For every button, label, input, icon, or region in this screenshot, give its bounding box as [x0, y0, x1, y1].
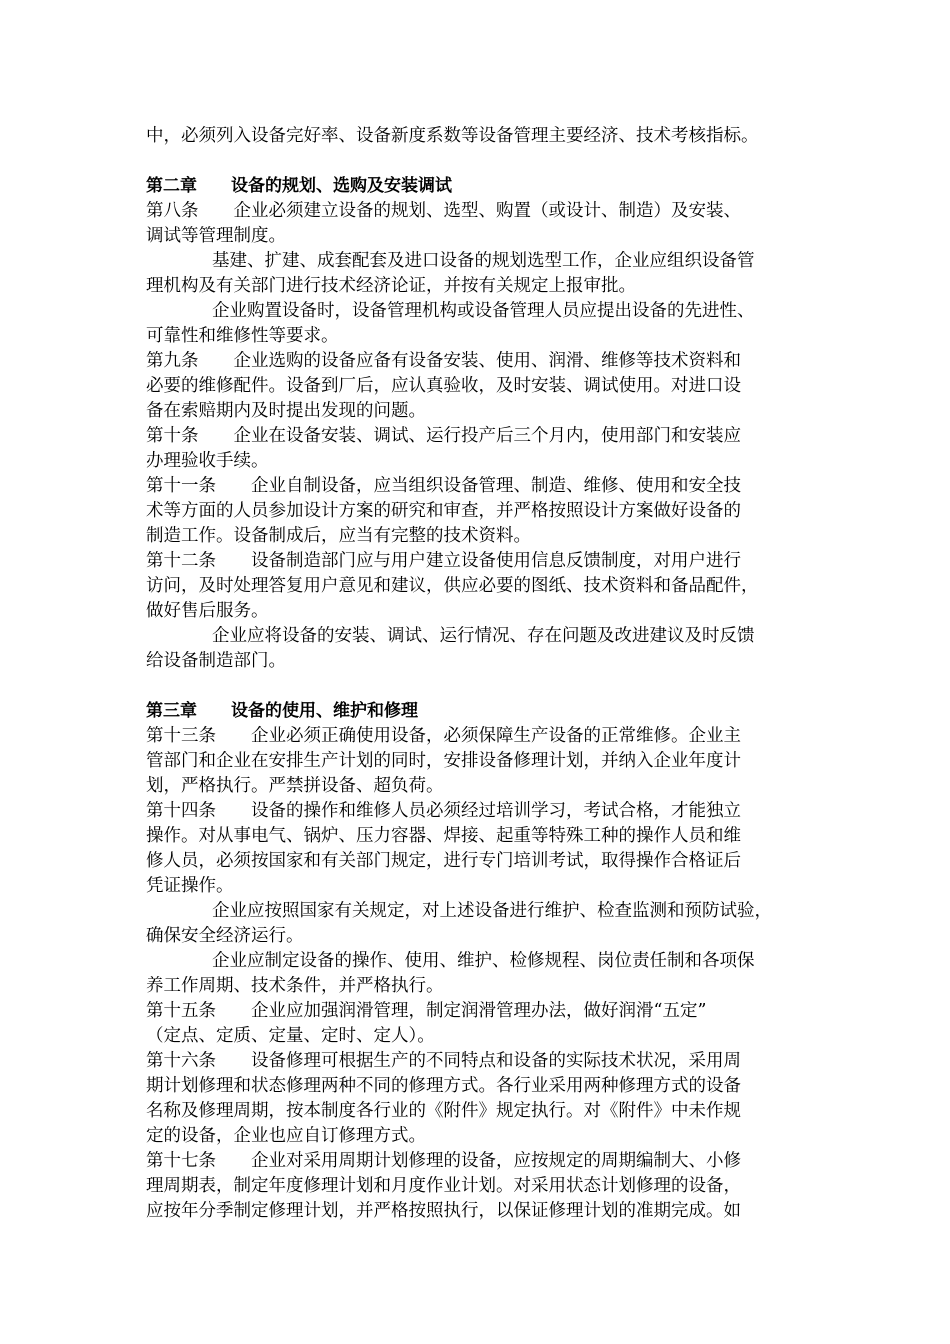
text-line: 理机构及有关部门进行技术经济论证，并按有关规定上报审批。	[146, 276, 636, 296]
article-line: 第八条 企业必须建立设备的规划、选型、购置（或设计、制造）及安装、	[146, 201, 741, 221]
article-line: 第十一条 企业自制设备，应当组织设备管理、制造、维修、使用和安全技	[146, 476, 741, 496]
text-line: 操作。对从事电气、锅炉、压力容器、焊接、起重等特殊工种的操作人员和维	[146, 826, 741, 846]
article-line: 第十三条 企业必须正确使用设备，必须保障生产设备的正常维修。企业主	[146, 726, 741, 746]
paragraph-line: 企业购置设备时，设备管理机构或设备管理人员应提出设备的先进性、	[212, 301, 755, 321]
text-line: 理周期表，制定年度修理计划和月度作业计划。对采用状态计划修理的设备，	[146, 1176, 741, 1196]
text-line: 名称及修理周期，按本制度各行业的《附件》规定执行。对《附件》中未作规	[146, 1101, 741, 1121]
text-line: 必要的维修配件。设备到厂后，应认真验收，及时安装、调试使用。对进口设	[146, 376, 741, 396]
text-line: 修人员，必须按国家和有关部门规定，进行专门培训考试，取得操作合格证后	[146, 851, 741, 871]
blank-line	[146, 674, 826, 699]
article-line: 第十四条 设备的操作和维修人员必须经过培训学习，考试合格，才能独立	[146, 801, 741, 821]
chapter-heading: 第二章 设备的规划、选购及安装调试	[146, 176, 452, 196]
text-line: 术等方面的人员参加设计方案的研究和审查，并严格按照设计方案做好设备的	[146, 501, 741, 521]
paragraph-line: 基建、扩建、成套配套及进口设备的规划选型工作，企业应组织设备管	[212, 251, 755, 271]
text-line: 做好售后服务。	[146, 601, 269, 621]
text-line: 给设备制造部门。	[146, 651, 286, 671]
text-line: 调试等管理制度。	[146, 226, 286, 246]
text-line: 定的设备，企业也应自订修理方式。	[146, 1126, 426, 1146]
article-line: 第十五条 企业应加强润滑管理，制定润滑管理办法，做好润滑“五定”	[146, 1001, 707, 1021]
text-line: 办理验收手续。	[146, 451, 269, 471]
paragraph-line: 企业应按照国家有关规定，对上述设备进行维护、检查监测和预防试验，	[212, 901, 772, 921]
article-line: 第十二条 设备制造部门应与用户建立设备使用信息反馈制度，对用户进行	[146, 551, 741, 571]
text-line: 凭证操作。	[146, 876, 234, 896]
text-line: （定点、定质、定量、定时、定人）。	[146, 1026, 435, 1046]
document-page	[146, 124, 826, 1224]
text-line: 访问，及时处理答复用户意见和建议，供应必要的图纸、技术资料和备品配件，	[146, 576, 759, 596]
text-line: 期计划修理和状态修理两种不同的修理方式。各行业采用两种修理方式的设备	[146, 1076, 741, 1096]
text-line: 中，必须列入设备完好率、设备新度系数等设备管理主要经济、技术考核指标。	[146, 126, 759, 146]
article-line: 第十七条 企业对采用周期计划修理的设备，应按规定的周期编制大、小修	[146, 1151, 741, 1171]
paragraph-line: 企业应制定设备的操作、使用、维护、检修规程、岗位责任制和各项保	[212, 951, 755, 971]
article-line: 第九条 企业选购的设备应备有设备安装、使用、润滑、维修等技术资料和	[146, 351, 741, 371]
text-line: 养工作周期、技术条件，并严格执行。	[146, 976, 444, 996]
chapter-heading: 第三章 设备的使用、维护和修理	[146, 701, 418, 721]
text-line: 应按年分季制定修理计划，并严格按照执行，以保证修理计划的准期完成。如	[146, 1201, 741, 1221]
text-line: 确保安全经济运行。	[146, 926, 304, 946]
paragraph-line: 企业应将设备的安装、调试、运行情况、存在问题及改进建议及时反馈	[212, 626, 755, 646]
text-line: 备在索赔期内及时提出发现的问题。	[146, 401, 426, 421]
text-line: 可靠性和维修性等要求。	[146, 326, 339, 346]
blank-line	[146, 149, 826, 174]
article-line: 第十六条 设备修理可根据生产的不同特点和设备的实际技术状况，采用周	[146, 1051, 741, 1071]
text-line: 划，严格执行。严禁拼设备、超负荷。	[146, 776, 444, 796]
text-line: 制造工作。设备制成后，应当有完整的技术资料。	[146, 526, 531, 546]
article-line: 第十条 企业在设备安装、调试、运行投产后三个月内，使用部门和安装应	[146, 426, 741, 446]
text-line: 管部门和企业在安排生产计划的同时，安排设备修理计划，并纳入企业年度计	[146, 751, 741, 771]
